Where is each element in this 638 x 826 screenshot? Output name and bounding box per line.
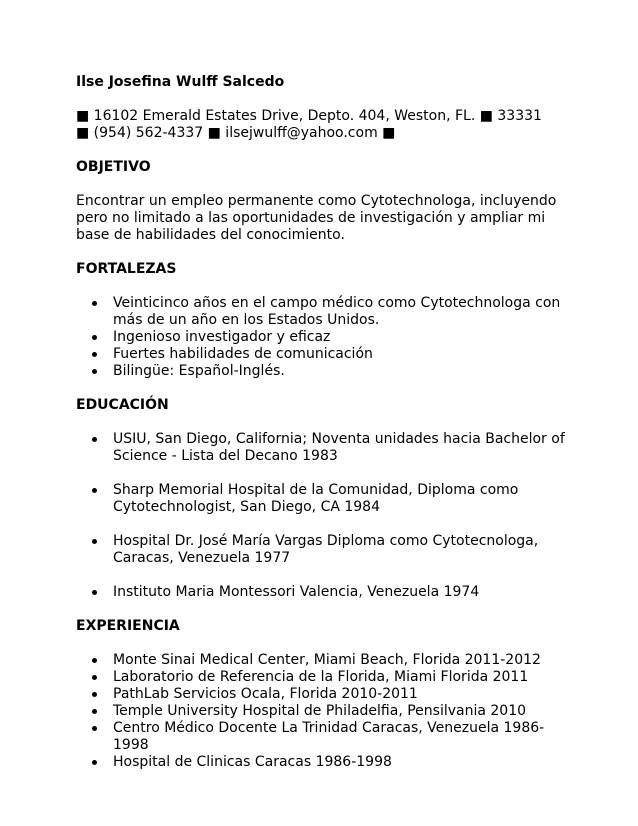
list-item-text: PathLab Servicios Ocala, Florida 2010-2011: [113, 686, 418, 702]
list-item: [76, 584, 576, 601]
resume-document: [76, 74, 576, 771]
bullet-icon: [92, 692, 97, 697]
list-item-text: Veinticinco años en el campo médico como Cytotechnologa con más de un año en los Estados Unidos.: [113, 295, 561, 328]
fortalezas-list: [76, 295, 576, 380]
bullet-icon: [92, 658, 97, 663]
list-item-text: Laboratorio de Referencia de la Florida, Miami Florida 2011: [113, 669, 529, 685]
list-item: [76, 482, 576, 516]
list-item-text: Instituto Maria Montessori Valencia, Venezuela 1974: [113, 584, 480, 600]
bullet-icon: [92, 369, 97, 374]
list-item-text: Hospital Dr. José María Vargas Diploma como Cytotecnologa, Caracas, Venezuela 1977: [113, 533, 539, 566]
bullet-icon: [92, 709, 97, 714]
list-item-text: Ingenioso investigador y eficaz: [113, 329, 331, 345]
educacion-heading: EDUCACIÓN: [76, 397, 169, 413]
experiencia-heading: EXPERIENCIA: [76, 618, 180, 634]
bullet-icon: [92, 675, 97, 680]
list-item: [76, 295, 576, 329]
bullet-icon: [92, 335, 97, 340]
list-item-text: Temple University Hospital de Philadelfia, Pensilvania 2010: [113, 703, 527, 719]
list-item: [76, 346, 576, 363]
list-item: [76, 754, 576, 771]
list-item: [76, 363, 576, 380]
list-item: [76, 669, 576, 686]
list-item: [76, 329, 576, 346]
list-item: [76, 686, 576, 703]
bullet-icon: [92, 437, 97, 442]
list-item-text: Hospital de Clinicas Caracas 1986-1998: [113, 754, 392, 770]
objetivo-heading: OBJETIVO: [76, 159, 151, 175]
bullet-icon: [92, 539, 97, 544]
list-item-text: Bilingüe: Español-Inglés.: [113, 363, 285, 379]
bullet-icon: [92, 301, 97, 306]
list-item: [76, 703, 576, 720]
list-item: [76, 652, 576, 669]
list-item: [76, 431, 576, 465]
list-item-text: USIU, San Diego, California; Noventa unidades hacia Bachelor of Science - Lista del Decano 1983: [113, 431, 565, 464]
experiencia-list: [76, 652, 576, 771]
bullet-icon: [92, 726, 97, 731]
bullet-icon: [92, 590, 97, 595]
list-item-text: Sharp Memorial Hospital de la Comunidad, Diploma como Cytotechnologist, San Diego, CA 1984: [113, 482, 519, 515]
educacion-list: [76, 431, 576, 601]
list-item-text: Fuertes habilidades de comunicación: [113, 346, 373, 362]
contact-phone-email-line: ■ (954) 562-4337 ■ ilsejwulff@yahoo.com ■: [76, 125, 396, 141]
list-item: [76, 533, 576, 567]
fortalezas-heading: FORTALEZAS: [76, 261, 177, 277]
list-item: [76, 720, 576, 754]
bullet-icon: [92, 352, 97, 357]
objetivo-text: Encontrar un empleo permanente como Cytotechnologa, incluyendo pero no limitado a las oportunidades de investigación y ampliar mi base de habilidades del conocimiento.: [76, 193, 557, 243]
bullet-icon: [92, 760, 97, 765]
list-item-text: Centro Médico Docente La Trinidad Caracas, Venezuela 1986-1998: [113, 720, 545, 753]
list-item-text: Monte Sinai Medical Center, Miami Beach, Florida 2011-2012: [113, 652, 541, 668]
bullet-icon: [92, 488, 97, 493]
resume-name: Ilse Josefina Wulff Salcedo: [76, 74, 285, 90]
contact-address-line: ■ 16102 Emerald Estates Drive, Depto. 404, Weston, FL. ■ 33331: [76, 108, 542, 124]
